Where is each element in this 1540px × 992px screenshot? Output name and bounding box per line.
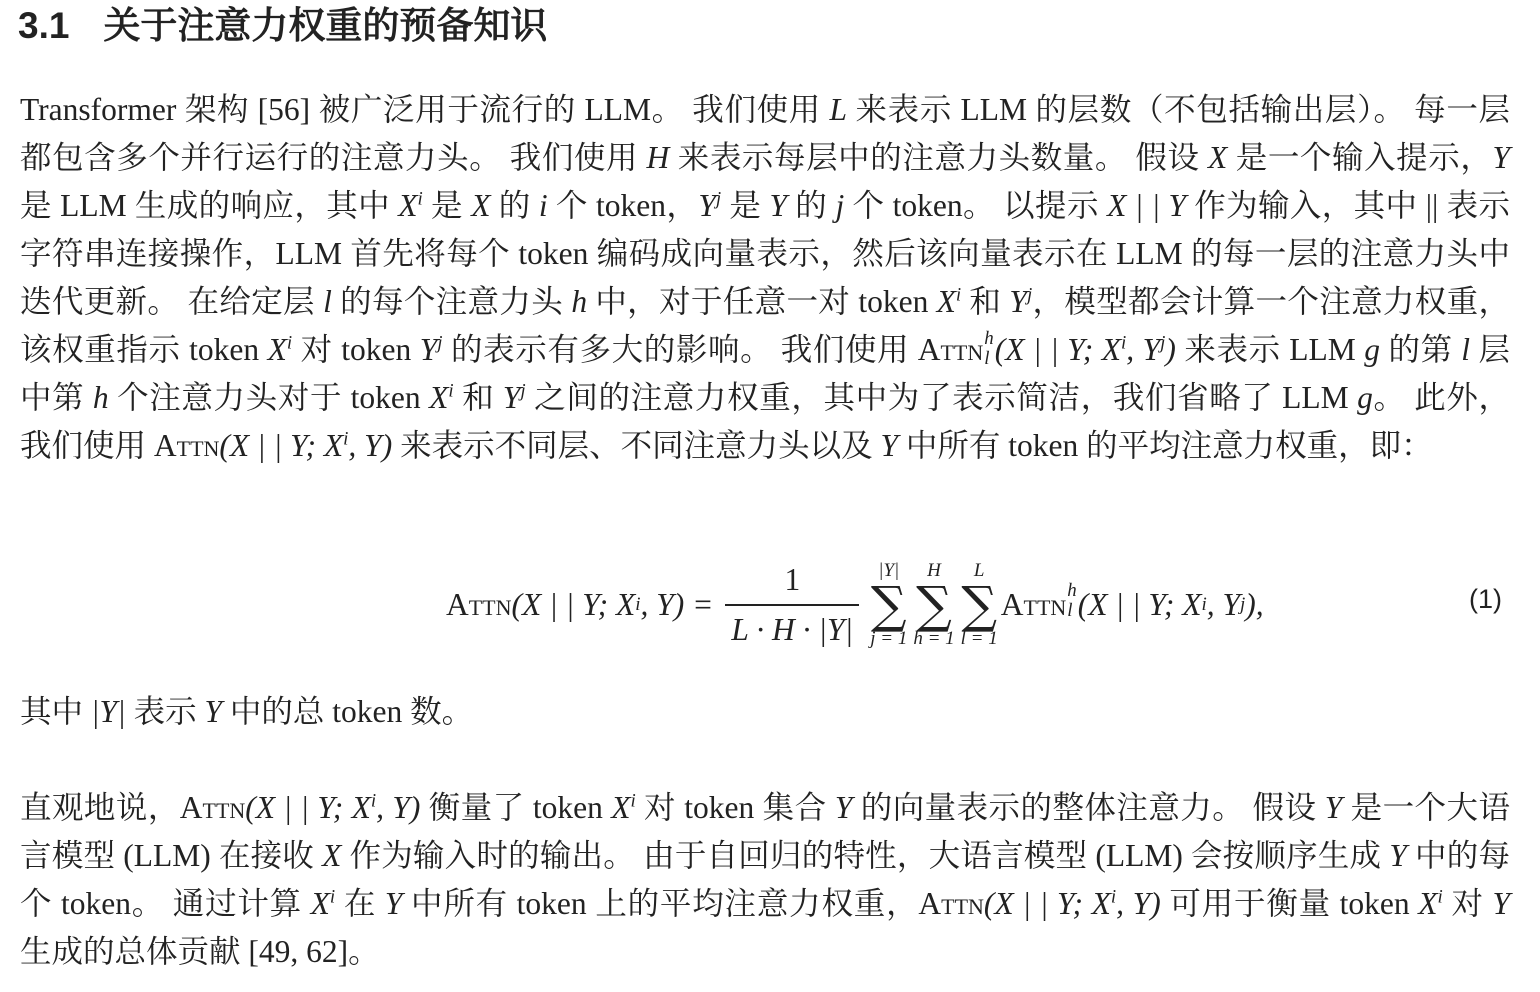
math-var: g — [1364, 332, 1380, 367]
math-expression: ), — [1245, 587, 1264, 622]
math-var: h — [571, 284, 588, 319]
math-var: Y — [880, 428, 898, 463]
text-run: 是 — [721, 188, 770, 223]
text-run: 来表示不同层、不同注意力头以及 — [392, 428, 881, 463]
text-run: 在 — [335, 886, 385, 921]
sum-over-h — [913, 560, 954, 650]
attn-operator: Attn — [153, 428, 220, 463]
math-var: Y — [1492, 886, 1510, 921]
math-expression: (X | | Y; X — [245, 790, 371, 825]
text-run: 生成的总体贡献 [49, 62]。 — [20, 934, 380, 969]
sum-over-j — [870, 560, 907, 650]
text-run: 其中 — [20, 694, 91, 729]
text-run: 之间的注意力权重，其中为了表示简洁，我们省略了 LLM — [525, 380, 1358, 415]
text-run: 对 token — [292, 332, 420, 367]
paragraph-intuition — [20, 784, 1510, 976]
math-var: X — [310, 886, 330, 921]
math-expression: (X | | Y; X — [994, 332, 1121, 367]
text-run: Transformer 架构 [56] 被广泛用于流行的 LLM。 我们使用 — [20, 92, 830, 127]
math-var: Y — [1324, 790, 1343, 825]
sum-upper-limit: |Y| — [878, 560, 900, 581]
math-superscript: j — [715, 188, 722, 210]
text-run: 层中第 — [20, 332, 1510, 415]
math-superscript: j — [437, 332, 443, 354]
math-expression: ) — [1165, 332, 1176, 367]
text-run: 。 此外，我们使用 — [20, 380, 1510, 463]
math-var: X — [398, 188, 418, 223]
text-run: 是 — [422, 188, 472, 223]
text-run: 个注意力头对于 token — [108, 380, 430, 415]
text-run: 中，对于任意一对 token — [587, 284, 937, 319]
math-var: X — [936, 284, 956, 319]
math-var: X — [611, 790, 631, 825]
math-superscript: h — [984, 327, 994, 349]
math-superscript: i — [1110, 886, 1117, 908]
text-run: 对 token 集合 — [635, 790, 835, 825]
math-expression: , Y) — [1116, 886, 1161, 921]
math-var: X — [267, 332, 287, 367]
text-run: 的第 — [1379, 332, 1462, 367]
math-superscript: i — [448, 380, 454, 402]
text-run: 来表示 LLM — [1175, 332, 1365, 367]
sum-lower-limit: j = 1 — [870, 628, 908, 649]
math-var: Y — [1492, 140, 1510, 175]
math-expression: (X | | Y; X — [983, 886, 1111, 921]
math-superscript: i — [286, 332, 293, 354]
attn-operator: Attn — [1000, 587, 1067, 622]
math-var: H — [646, 140, 670, 175]
math-expression: (X | | Y; X — [219, 428, 344, 463]
math-superscript: j — [1160, 332, 1166, 354]
math-expression: , Y — [1126, 332, 1161, 367]
text-run: 作为输入，其中 || 表示字符串连接操作，LLM 首先将每个 token 编码成向量表示，然后该向量表示在 LLM 的每一层的注意力头中迭代更新。 在给定层 — [20, 188, 1510, 319]
text-run: 是一个大语言模型 (LLM) 在接收 — [20, 790, 1510, 873]
text-run: 对 — [1442, 886, 1493, 921]
text-run: 个 token。 以提示 — [844, 188, 1108, 223]
sum-over-l — [961, 560, 998, 650]
math-superscript: j — [1026, 284, 1033, 306]
sigma-symbol: ∑ — [916, 576, 952, 634]
operator-scripts — [1067, 581, 1076, 621]
text-run: 表示 — [125, 694, 205, 729]
sum-upper-limit: L — [973, 560, 985, 581]
math-expression: X | | Y — [1107, 188, 1186, 223]
text-run: 中所有 token 上的平均注意力权重， — [402, 886, 919, 921]
math-expression: , Y) — [376, 790, 421, 825]
text-run: 和 — [453, 380, 503, 415]
math-var: j — [835, 188, 845, 223]
math-superscript: i — [329, 886, 336, 908]
math-var: X — [429, 380, 449, 415]
sigma-symbol: ∑ — [961, 576, 998, 634]
text-run: 个 token， — [547, 188, 699, 223]
operator-scripts — [984, 329, 993, 369]
text-run: 的每个注意力头 — [331, 284, 572, 319]
text-run: 的表示有多大的影响。 我们使用 — [442, 332, 918, 367]
text-run: 中的每个 token。 通过计算 — [20, 838, 1510, 921]
math-subscript: l — [984, 347, 990, 369]
math-var: Y — [502, 380, 521, 415]
section-number: 3.1 — [18, 5, 70, 46]
math-var: g — [1357, 380, 1373, 415]
text-run: 和 — [961, 284, 1010, 319]
math-var: Y — [698, 188, 716, 223]
math-expression: , Y) — [348, 428, 393, 463]
text-run: 的 — [787, 188, 836, 223]
text-run: 来表示每层中的注意力头数量。 假设 — [669, 140, 1209, 175]
equation-1 — [440, 550, 1510, 660]
math-superscript: i — [630, 790, 636, 812]
attn-operator: Attn — [179, 790, 246, 825]
paragraph-attention-background — [20, 86, 1510, 470]
attn-operator: Attn — [446, 587, 512, 622]
math-superscript: h — [1067, 580, 1077, 602]
math-var: Y — [1389, 838, 1407, 873]
section-heading — [18, 2, 547, 50]
math-var: i — [538, 188, 548, 223]
text-run: 衡量了 token — [420, 790, 612, 825]
text-run: 是一个输入提示， — [1227, 140, 1493, 175]
math-superscript: i — [955, 284, 962, 306]
math-var: X — [1418, 886, 1438, 921]
math-expression: |Y| — [90, 694, 126, 729]
text-run: 可用于衡量 token — [1160, 886, 1419, 921]
math-expression: , Y) = — [640, 587, 714, 622]
math-var: h — [92, 380, 109, 415]
math-superscript: i — [343, 428, 349, 450]
math-superscript: i — [1120, 332, 1127, 354]
math-var: X — [1208, 140, 1228, 175]
text-run: ，模型都会计算一个注意力权重，该权重指示 token — [20, 284, 1510, 367]
math-var: Y — [204, 694, 223, 729]
text-run: 直观地说， — [20, 790, 180, 825]
sigma-symbol: ∑ — [870, 576, 907, 634]
fraction-numerator: 1 — [784, 562, 801, 597]
math-var: X — [471, 188, 491, 223]
sum-upper-limit: H — [927, 560, 941, 581]
math-expression: (X | | Y; X — [1077, 587, 1202, 622]
math-var: Y — [834, 790, 853, 825]
math-var: Y — [419, 332, 438, 367]
math-superscript: i — [370, 790, 377, 812]
math-expression: , Y — [1206, 587, 1241, 622]
math-superscript: j — [520, 380, 526, 402]
math-var: L — [829, 92, 847, 127]
text-run: 的向量表示的整体注意力。 假设 — [852, 790, 1325, 825]
fraction-denominator: L · H · |Y| — [725, 604, 859, 648]
text-run: 作为输入时的输出。 由于自回归的特性，大语言模型 (LLM) 会按顺序生成 — [341, 838, 1390, 873]
math-var: l — [1461, 332, 1470, 367]
attn-operator: Attn — [917, 332, 984, 367]
text-run: 中的总 token 数。 — [222, 694, 474, 729]
attn-operator: Attn — [918, 886, 984, 921]
paragraph-y-definition — [20, 688, 1510, 736]
math-expression: (X | | Y; X — [511, 587, 636, 622]
section-title: 关于注意力权重的预备知识 — [103, 5, 548, 46]
math-var: Y — [769, 188, 788, 223]
text-run: 的 — [490, 188, 539, 223]
text-run: 中所有 token 的平均注意力权重，即： — [897, 428, 1433, 463]
math-var: l — [323, 284, 332, 319]
math-superscript: i — [417, 188, 423, 210]
math-subscript: l — [1067, 600, 1073, 621]
sum-lower-limit: h = 1 — [913, 628, 955, 649]
text-run: 来表示 LLM 的层数（不包括输出层）。 每一层都包含多个并行运行的注意力头。 我们使用 — [20, 92, 1510, 175]
text-run: 是 LLM 生成的响应，其中 — [20, 188, 399, 223]
math-var: Y — [1009, 284, 1027, 319]
fraction — [725, 562, 859, 648]
sum-lower-limit: l = 1 — [960, 628, 998, 649]
math-var: Y — [384, 886, 403, 921]
math-superscript: i — [1437, 886, 1443, 908]
math-var: X — [322, 838, 342, 873]
equation-body: Attn (X | | Y; X i , Y) = $\frac{1}{L \cdot H \cdot |Y|}$ |Y| ∑ j = 1 H ∑ h = 1 L ∑ l = 1 Attn h l (X | | Y; X i , Y j ), — [446, 560, 1264, 649]
equation-number: (1) — [1469, 584, 1502, 614]
